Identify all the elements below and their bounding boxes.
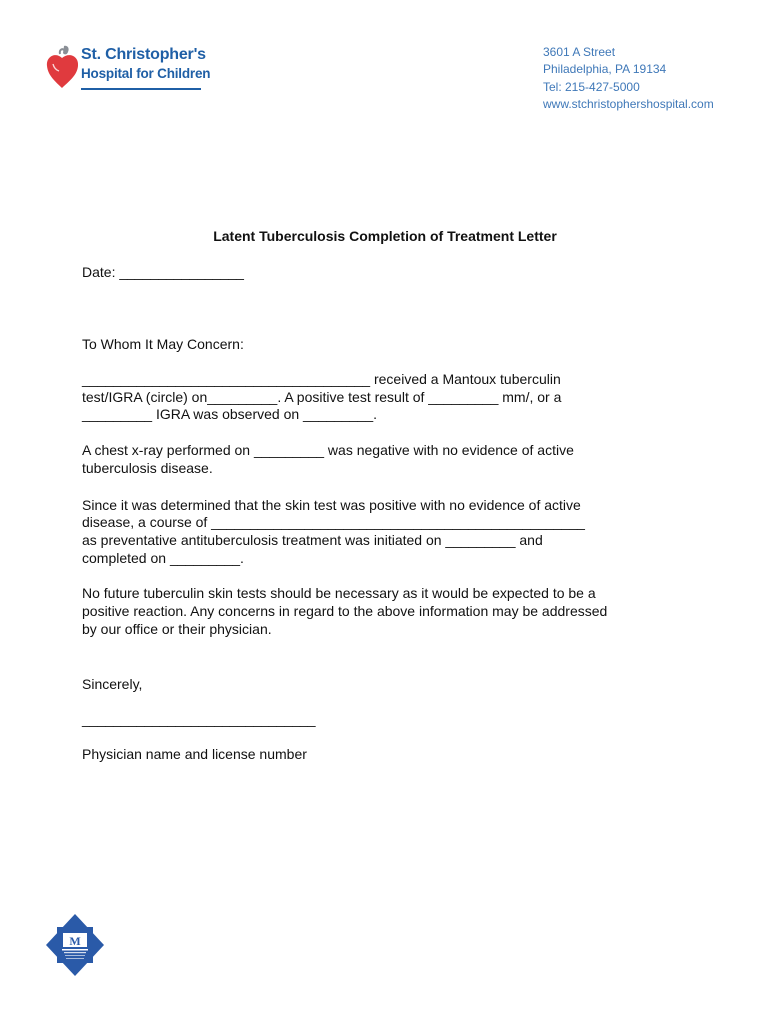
paragraph-4-line-2: positive reaction. Any concerns in regard to the above information may be addressed <box>82 603 608 619</box>
telephone: Tel: 215-427-5000 <box>543 79 640 94</box>
signature-caption: Physician name and license number <box>82 746 307 762</box>
address-block <box>543 44 714 113</box>
website-url: www.stchristophershospital.com <box>543 96 714 111</box>
signature-line: ______________________________ <box>82 711 316 727</box>
org-name-line1: St. Christopher's <box>81 46 206 63</box>
salutation: To Whom It May Concern: <box>82 336 244 352</box>
paragraph-3-line-4: completed on _________. <box>82 550 244 566</box>
paragraph-3-line-3: as preventative antituberculosis treatment was initiated on _________ and <box>82 532 543 548</box>
closing: Sincerely, <box>82 676 143 692</box>
paragraph-4-line-1: No future tuberculin skin tests should be necessary as it would be expected to be a <box>82 585 596 601</box>
paragraph-1-line-1: _____________________________________ received a Mantoux tuberculin <box>82 371 561 387</box>
heart-apple-icon <box>44 44 80 94</box>
city-state-zip: Philadelphia, PA 19134 <box>543 62 667 77</box>
seal-letter: M <box>69 934 81 948</box>
paragraph-4-line-3: by our office or their physician. <box>82 621 272 637</box>
paragraph-2-line-2: tuberculosis disease. <box>82 460 213 476</box>
paragraph-3-line-1: Since it was determined that the skin test was positive with no evidence of active <box>82 497 581 513</box>
date-field: Date: ________________ <box>82 264 244 280</box>
street-address: 3601 A Street <box>543 45 616 59</box>
paragraph-1-line-3: _________ IGRA was observed on _________. <box>82 406 378 422</box>
logo-underline <box>81 88 201 90</box>
org-name-line2: Hospital for Children <box>81 66 211 81</box>
letter-title: Latent Tuberculosis Completion of Treatment Letter <box>213 228 557 244</box>
magnet-recognition-seal-icon <box>44 912 106 978</box>
hospital-logo <box>44 44 214 96</box>
paragraph-1-line-2: test/IGRA (circle) on_________. A positive test result of _________ mm/, or a <box>82 389 562 405</box>
paragraph-2-line-1: A chest x-ray performed on _________ was negative with no evidence of active <box>82 442 574 458</box>
paragraph-3-line-2: disease, a course of ________________________________________________ <box>82 514 585 530</box>
